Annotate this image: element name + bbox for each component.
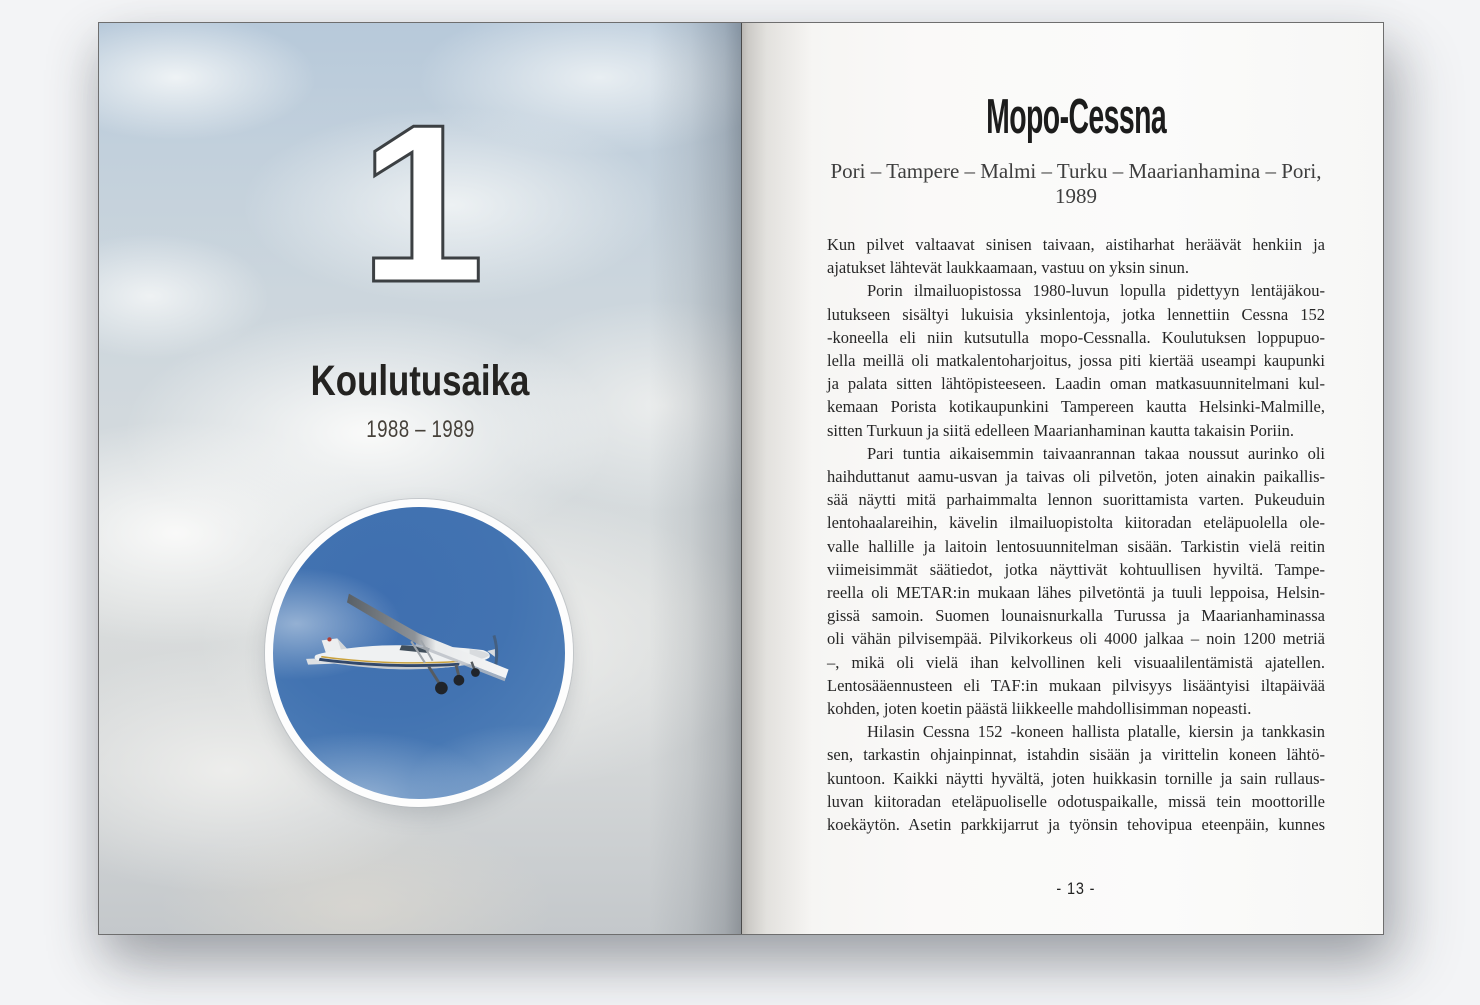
body-line: Lentosääennusteen eli TAF:in mukaan pilvisyys lisääntyisi iltapäivää bbox=[827, 675, 1325, 695]
body-line: lella meillä oli matkalentoharjoitus, jossa piti kiertää useampi kaupunki bbox=[827, 351, 1325, 371]
body-line: ajatukset lähtevät laukkaamaan, vastuu on yksin sinun. bbox=[827, 258, 1189, 278]
page-subtitle: Pori – Tampere – Malmi – Turku – Maarianhamina – Pori, 1989 bbox=[830, 159, 1322, 209]
chapter-title bbox=[99, 357, 741, 405]
body-line: lentohaalareihin, kävelin ilmailuopistolta kiitoradan eteläpuolella ole- bbox=[827, 513, 1325, 533]
body-text bbox=[827, 233, 1325, 836]
chapter-dates-text: 1988 – 1989 bbox=[365, 416, 475, 443]
body-line: -koneella eli niin kutsutulla mopo-Cessnalla. Koulutuksen loppupuo- bbox=[827, 327, 1325, 347]
left-page bbox=[99, 23, 742, 934]
body-line: sen, tarkastin ohjainpinnat, istahdin sisään ja virittelin koneen lähtö- bbox=[827, 745, 1325, 765]
cessna-airplane-illustration bbox=[273, 507, 565, 799]
page-number-text: - 13 - bbox=[1056, 879, 1096, 898]
body-line: viimeisimmät säätiedot, jotka näyttivät kohtuullisen hyviltä. Tampe- bbox=[827, 559, 1325, 579]
body-line: –, mikä oli vielä ihan kelvollinen keli visuaalilentämistä ajatellen. bbox=[827, 652, 1325, 672]
spine-shadow-left bbox=[649, 23, 741, 934]
body-line: gissä samoin. Suomen lounaisnurkalla Turussa ja Maarianhaminassa bbox=[827, 606, 1325, 626]
body-line: kohden, joten koetin päästä liikkeelle mahdollisimman nopeasti. bbox=[827, 699, 1252, 719]
chapter-dates bbox=[99, 418, 741, 442]
body-line: Kun pilvet valtaavat sinisen taivaan, aistiharhat heräävät henkiin ja bbox=[827, 235, 1325, 254]
body-line: Hilasin Cessna 152 -koneen hallista platalle, kiersin ja tankkasin bbox=[867, 722, 1325, 742]
page-title bbox=[827, 90, 1325, 144]
right-page bbox=[742, 23, 1383, 934]
body-line: valle hallille ja laitoin lentosuunnitelman sisään. Tarkistin vielä reitin bbox=[827, 536, 1325, 556]
chapter-number bbox=[99, 77, 741, 329]
body-line: ja palata sitten lähtöpisteeseen. Laadin oman matkasuunnitelmani kul- bbox=[827, 374, 1325, 394]
spine-shadow-right bbox=[742, 23, 812, 934]
body-line: reella oli METAR:in mukaan lähes pilvetöntä ja tuuli leppoisa, Helsin- bbox=[827, 583, 1325, 603]
page-title-text: Mopo-Cessna bbox=[986, 90, 1166, 144]
body-line: haihduttanut aamu-usvan ja taivas oli pilvetön, joten ainakin paikallis- bbox=[827, 467, 1325, 487]
body-line: sää näytti mitä parhaimmalta lennon suorittamista varten. Pukeuduin bbox=[827, 490, 1325, 510]
body-line: kemaan Porista kotikaupunkini Tampereen kautta Helsinki-Malmille, bbox=[827, 397, 1325, 417]
open-book bbox=[98, 22, 1384, 935]
body-line: oli vähän pilvisempää. Pilvikorkeus oli 4000 jalkaa – noin 1200 metriä bbox=[827, 629, 1325, 649]
chapter-title-text: Koulutusaika bbox=[310, 357, 530, 405]
body-line: lutukseen sisältyi lukuisia yksinlentoja, jotka lennettiin Cessna 152 bbox=[827, 304, 1325, 324]
body-line: Pari tuntia aikaisemmin taivaanrannan takaa noussut aurinko oli bbox=[867, 443, 1325, 463]
body-line: sitten Turkuun ja siitä edelleen Maarianhaminan kautta takaisin Poriin. bbox=[827, 420, 1294, 440]
body-line: koekäytön. Asetin parkkijarrut ja työnsin tehovipua eteenpäin, kunnes bbox=[827, 815, 1325, 835]
body-line: kuntoon. Kaikki näytti hyvältä, joten huikkasin tornille ja sain rullaus- bbox=[827, 768, 1325, 788]
chapter-number-text: 1 bbox=[359, 77, 481, 329]
page-number bbox=[827, 879, 1325, 899]
body-line: luvan kiitoradan eteläpuoliselle odotuspaikalle, missä tein moottorille bbox=[827, 791, 1325, 811]
chapter-photo-circle bbox=[265, 499, 573, 807]
body-line: Porin ilmailuopistossa 1980-luvun lopulla pidettyyn lentäjäkou- bbox=[867, 281, 1325, 301]
